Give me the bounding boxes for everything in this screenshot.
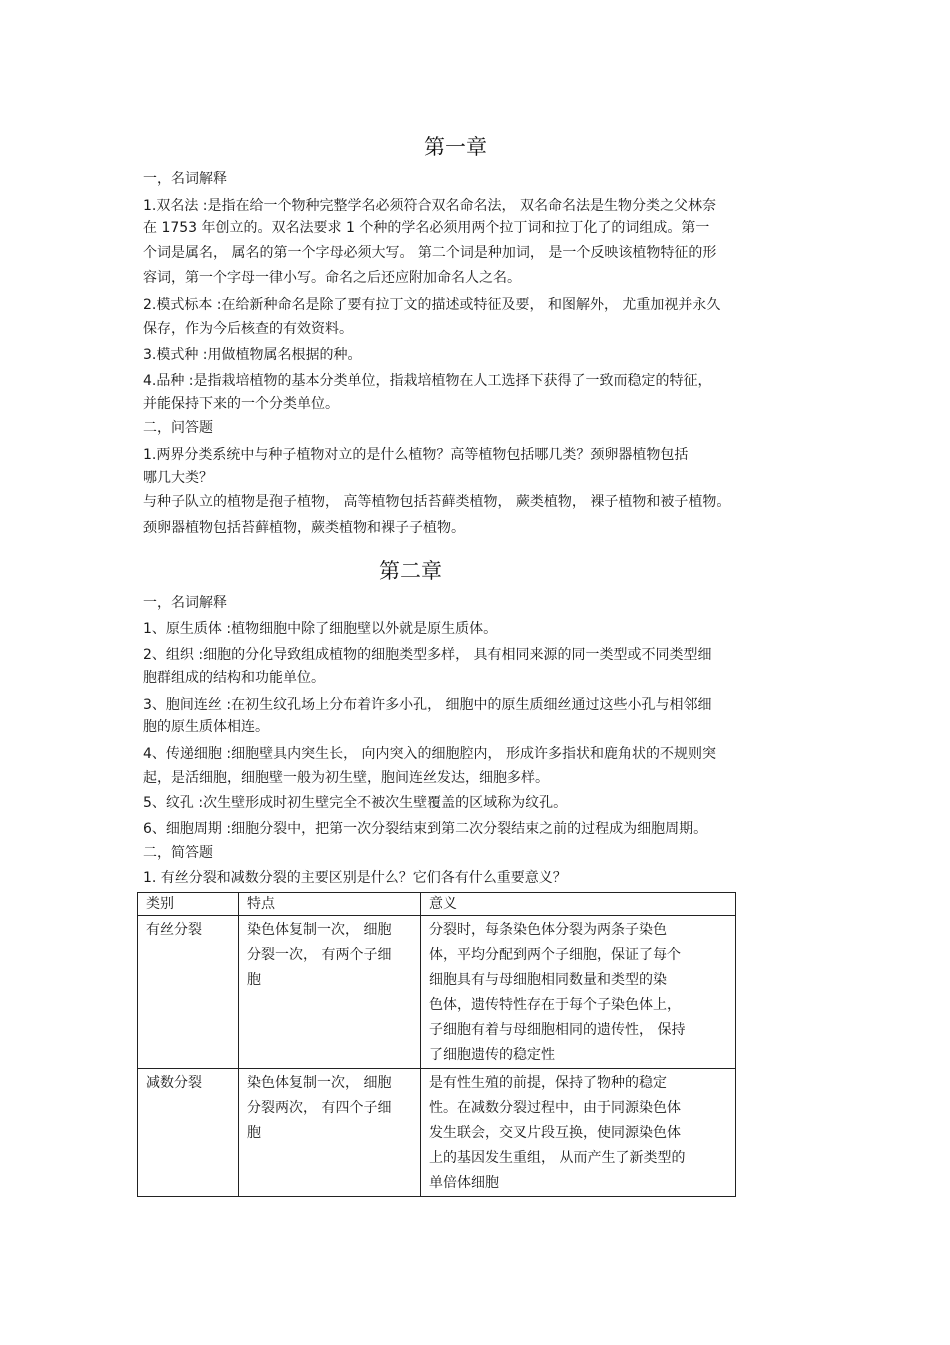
table-header-row [138, 893, 736, 916]
chapter-1-title: 第一章 [424, 135, 487, 159]
cell-line: 了细胞遗传的稳定性 [429, 1047, 555, 1063]
meaning-cell [421, 1069, 736, 1197]
category-cell [138, 1069, 239, 1197]
text-line: 胞群组成的结构和功能单位。 [143, 670, 325, 686]
text-line: 3、胞间连丝 :在初生纹孔场上分布着许多小孔， 细胞中的原生质细丝通过这些小孔与相邻细 [143, 697, 712, 713]
cell-line: 胞 [247, 972, 261, 988]
cell-line: 分裂两次， 有四个子细 [247, 1100, 392, 1116]
text-line: 5、纹孔 :次生壁形成时初生壁完全不被次生壁覆盖的区域称为纹孔。 [143, 795, 568, 811]
cell-line: 上的基因发生重组， 从而产生了新类型的 [429, 1150, 686, 1166]
text-line: 4.品种 :是指栽培植物的基本分类单位，指栽培植物在人工选择下获得了一致而稳定的特征， [143, 373, 712, 389]
section-heading: 二，问答题 [143, 420, 213, 436]
cell-line: 是有性生殖的前提，保持了物种的稳定 [429, 1075, 667, 1091]
question-line: 1. 有丝分裂和减数分裂的主要区别是什么？它们各有什么重要意义？ [143, 870, 567, 886]
table-row [138, 916, 736, 1069]
text-line: 起，是活细胞，细胞壁一般为初生壁，胞间连丝发达，细胞多样。 [143, 770, 549, 786]
text-line: 保存，作为今后核查的有效资料。 [143, 321, 353, 337]
text-line: 3.模式种 :用做植物属名根据的种。 [143, 347, 362, 363]
text-line: 1、原生质体 :植物细胞中除了细胞壁以外就是原生质体。 [143, 621, 498, 637]
header-feature: 特点 [239, 893, 421, 916]
text-line: 1.两界分类系统中与种子植物对立的是什么植物？高等植物包括哪几类？颈卵器植物包括 [143, 447, 689, 463]
section-heading: 一，名词解释 [143, 171, 227, 187]
text-line: 6、细胞周期 :细胞分裂中，把第一次分裂结束到第二次分裂结束之前的过程成为细胞周期。 [143, 821, 708, 837]
cell-line: 胞 [247, 1125, 261, 1141]
cell-line: 染色体复制一次， 细胞 [247, 922, 392, 938]
cell-line: 分裂时，每条染色体分裂为两条子染色 [429, 922, 667, 938]
cell-line: 体，平均分配到两个子细胞，保证了每个 [429, 947, 681, 963]
cell-line: 色体，遗传特性存在于每个子染色体上， [429, 997, 681, 1013]
category-cell [138, 916, 239, 1069]
cell-line: 细胞具有与母细胞相同数量和类型的染 [429, 972, 667, 988]
text-line: 在 1753 年创立的。双名法要求 1 个种的学名必须用两个拉丁词和拉丁化了的词组成。第一 [143, 220, 710, 236]
table-row [138, 1069, 736, 1197]
feature-cell [239, 916, 421, 1069]
cell-line: 减数分裂 [146, 1075, 202, 1091]
chapter-2-title: 第二章 [379, 559, 442, 583]
cell-line: 子细胞有着与母细胞相同的遗传性， 保持 [429, 1022, 686, 1038]
cell-line: 染色体复制一次， 细胞 [247, 1075, 392, 1091]
feature-cell [239, 1069, 421, 1197]
text-line: 2、组织 :细胞的分化导致组成植物的细胞类型多样， 具有相同来源的同一类型或不同类型细 [143, 647, 712, 663]
section-heading: 一，名词解释 [143, 595, 227, 611]
text-line: 并能保持下来的一个分类单位。 [143, 396, 339, 412]
text-line: 与种子队立的植物是孢子植物， 高等植物包括苔藓类植物， 蕨类植物， 裸子植物和被子植物。 [143, 494, 731, 510]
text-line: 颈卵器植物包括苔藓植物，蕨类植物和裸子子植物。 [143, 520, 465, 536]
cell-line: 性。在减数分裂过程中，由于同源染色体 [429, 1100, 681, 1116]
cell-line: 发生联会，交叉片段互换，使同源染色体 [429, 1125, 681, 1141]
cell-line: 有丝分裂 [146, 922, 202, 938]
comparison-table [137, 892, 736, 1197]
text-line: 个词是属名， 属名的第一个字母必须大写。 第二个词是种加词， 是一个反映该植物特征的形 [143, 245, 717, 261]
text-line: 胞的原生质体相连。 [143, 719, 269, 735]
cell-line: 分裂一次， 有两个子细 [247, 947, 392, 963]
meaning-cell [421, 916, 736, 1069]
section-heading: 二，简答题 [143, 845, 213, 861]
cell-line: 单倍体细胞 [429, 1175, 499, 1191]
header-meaning: 意义 [421, 893, 736, 916]
text-line: 4、传递细胞 :细胞壁具内突生长， 向内突入的细胞腔内， 形成许多指状和鹿角状的不规则突 [143, 746, 716, 762]
text-line: 容词，第一个字母一律小写。命名之后还应附加命名人之名。 [143, 270, 521, 286]
text-line: 1.双名法 :是指在给一个物种完整学名必须符合双名命名法， 双名命名法是生物分类之父林奈 [143, 198, 716, 214]
text-line: 2.模式标本 :在给新种命名是除了要有拉丁文的描述或特征及要， 和图解外， 尤重加视并永久 [143, 297, 721, 313]
text-line: 哪几大类？ [143, 470, 213, 486]
header-category: 类别 [138, 893, 239, 916]
